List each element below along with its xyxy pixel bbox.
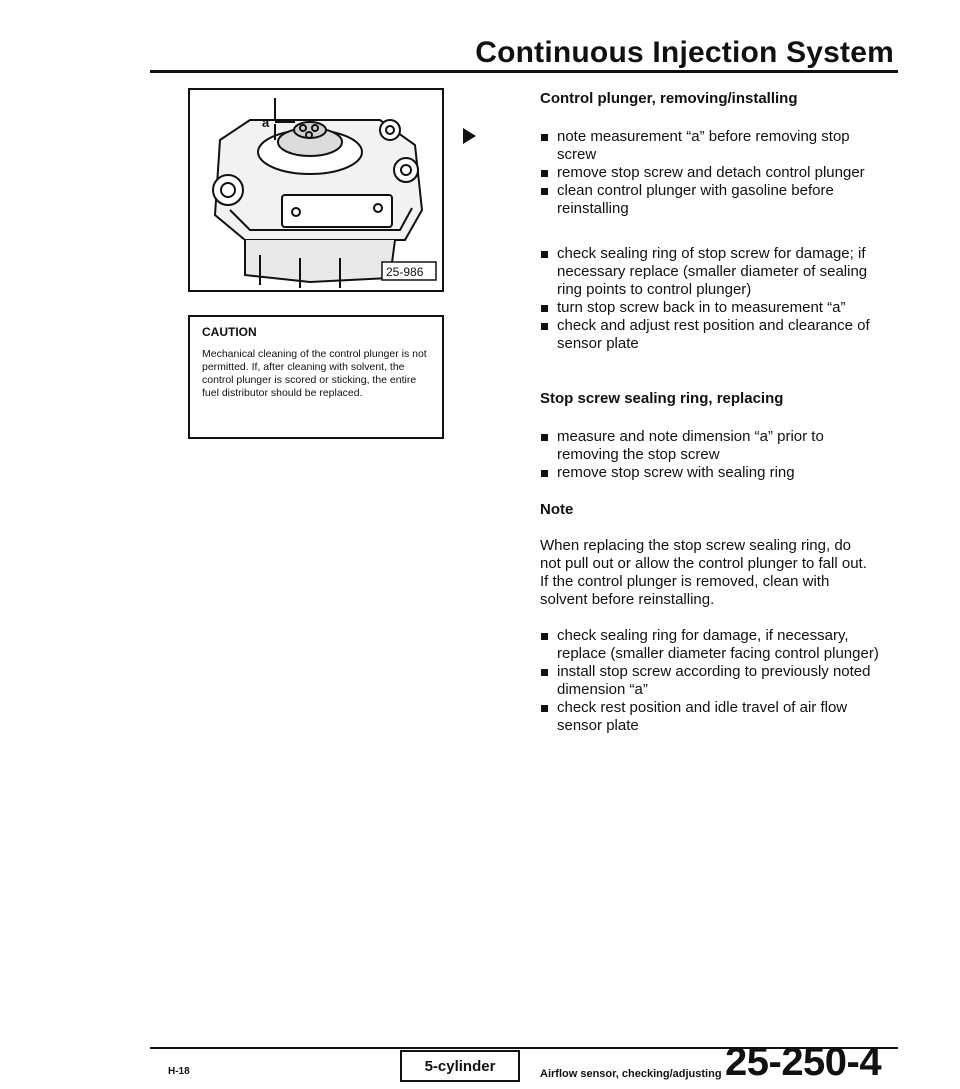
caution-title: CAUTION — [202, 325, 257, 339]
caution-box — [188, 315, 444, 439]
list-item: note measurement “a” before removing stop screw — [540, 128, 880, 164]
list-item: install stop screw according to previously noted dimension “a” — [540, 663, 880, 699]
bullet-square-icon — [541, 170, 548, 177]
bullet-square-icon — [541, 188, 548, 195]
bullet-square-icon — [541, 134, 548, 141]
caution-text: Mechanical cleaning of the control plunger is not permitted. If, after cleaning with solvent, the control plunger is scored or sticking, the entire fuel distributor should be replaced. — [202, 348, 427, 399]
fuel-distributor-illustration — [190, 90, 442, 290]
bullet-list — [540, 428, 880, 482]
section-heading-control-plunger: Control plunger, removing/installing — [540, 90, 798, 107]
fuel-distributor-figure — [188, 88, 444, 292]
bullet-square-icon — [541, 251, 548, 258]
section-heading-stop-screw-sealing-ring: Stop screw sealing ring, replacing — [540, 390, 784, 407]
list-item: clean control plunger with gasoline before reinstalling — [540, 182, 880, 218]
pointer-arrow-icon — [463, 128, 476, 144]
footer-left-code: H-18 — [168, 1066, 190, 1077]
list-item: measure and note dimension “a” prior to removing the stop screw — [540, 428, 880, 464]
bullet-square-icon — [541, 470, 548, 477]
bullet-square-icon — [541, 305, 548, 312]
bullet-square-icon — [541, 434, 548, 441]
list-item: check sealing ring of stop screw for damage; if necessary replace (smaller diameter of sealing ring points to control plunger) — [540, 245, 880, 299]
list-item: turn stop screw back in to measurement “a” — [540, 299, 880, 317]
figure-ref-code: 25-986 — [386, 265, 424, 279]
bullet-square-icon — [541, 633, 548, 640]
note-heading: Note — [540, 501, 574, 518]
list-item: check sealing ring for damage, if necessary, replace (smaller diameter facing control plunger) — [540, 627, 880, 663]
list-item: remove stop screw and detach control plunger — [540, 164, 880, 182]
list-item: remove stop screw with sealing ring — [540, 464, 880, 482]
header-rule — [150, 70, 898, 73]
figure-label-a: a — [262, 115, 270, 130]
bullet-list — [540, 245, 880, 353]
bullet-list — [540, 627, 880, 735]
bullet-square-icon — [541, 323, 548, 330]
note-text: When replacing the stop screw sealing ring, do not pull out or allow the control plunger to fall out. If the control plunger is removed, clean with solvent before reinstalling. — [540, 537, 867, 608]
page-header-title: Continuous Injection System — [475, 36, 894, 69]
footer-caption: Airflow sensor, checking/adjusting — [540, 1068, 722, 1080]
engine-variant-badge: 5-cylinder — [400, 1050, 520, 1082]
bullet-square-icon — [541, 669, 548, 676]
bullet-square-icon — [541, 705, 548, 712]
bullet-list — [540, 128, 880, 218]
list-item: check and adjust rest position and clearance of sensor plate — [540, 317, 880, 353]
list-item: check rest position and idle travel of air flow sensor plate — [540, 699, 880, 735]
page-number: 25-250-4 — [725, 1040, 882, 1084]
